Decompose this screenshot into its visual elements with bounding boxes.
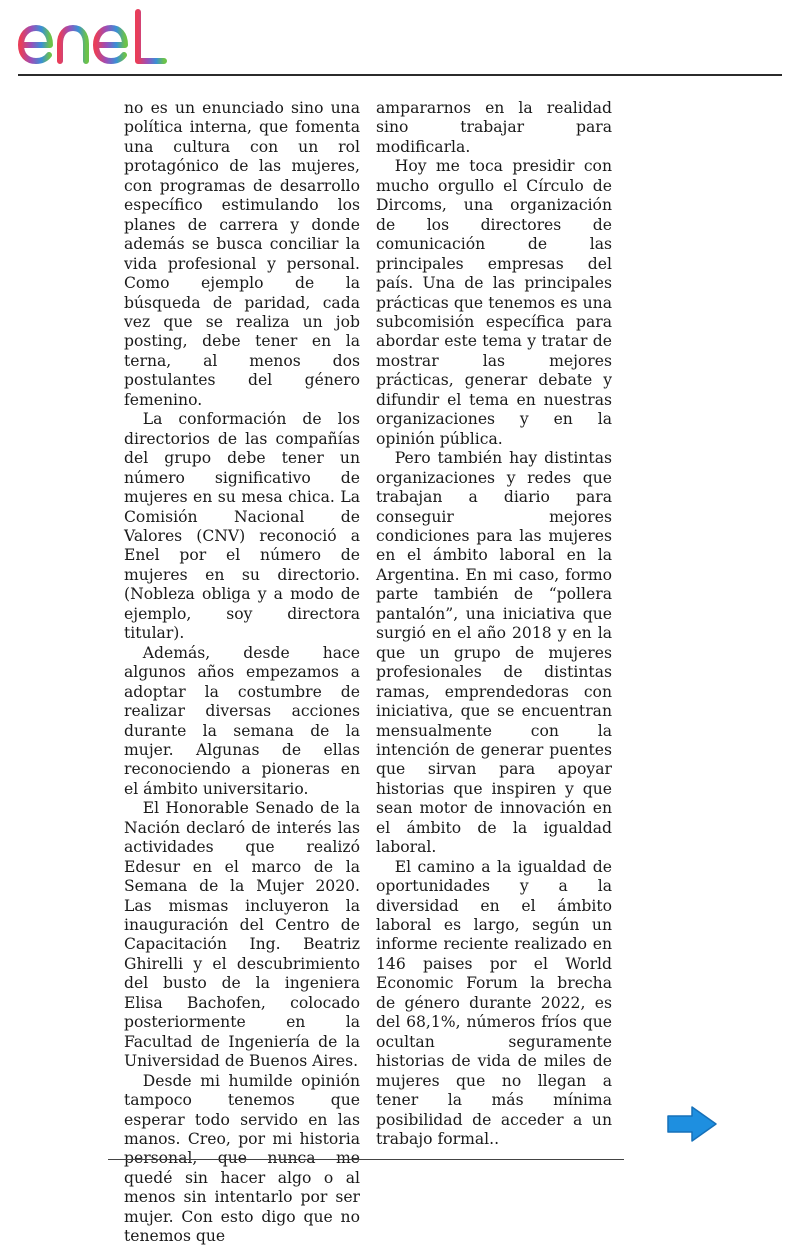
header-divider: [18, 74, 782, 76]
paragraph: La conformación de los directorios de las compañías del grupo debe tener un número significativo de mujeres en su mesa chica. La Comisión Nacional de Valores (CNV) reconoció a Enel por el número de mujeres en su directorio. (Nobleza obliga y a modo de ejemplo, soy directora titular).: [124, 410, 360, 643]
paragraph: El Honorable Senado de la Nación declaró de interés las actividades que realizó Edesur en el marco de la Semana de la Mujer 2020. Las mismas incluyeron la inauguración del Centro de Capacitación Ing. Beatriz Ghirelli y el descubrimiento del busto de la ingeniera Elisa Bachofen, colocado posteriormente en la Facultad de Ingeniería de la Universidad de Buenos Aires.: [124, 799, 360, 1071]
enel-logo: [14, 4, 174, 68]
paragraph: Además, desde hace algunos años empezamos a adoptar la costumbre de realizar diversas acciones durante la semana de la mujer. Algunas de ellas reconociendo a pioneras en el ámbito universitario.: [124, 643, 360, 798]
paragraph: no es un enunciado sino una política interna, que fomenta una cultura con un rol protagónico de las mujeres, con programas de desarrollo específico estimulando los planes de carrera y donde además se busca conciliar la vida profesional y personal. Como ejemplo de la búsqueda de paridad, cada vez que se realiza un job posting, debe tener en la terna, al menos dos postulantes del género femenino.: [124, 99, 360, 409]
paragraph: El camino a la igualdad de oportunidades y a la diversidad en el ámbito laboral es largo, según un informe reciente realizado en 146 paises por el World Economic Forum la brecha de género durante 2022, es del 68,1%, números fríos que ocultan seguramente historias de vida de miles de mujeres que no llegan a tener la más mínima posibilidad de acceder a un trabajo formal..: [376, 857, 612, 1149]
paragraph: ampararnos en la realidad sino trabajar para modificarla.: [376, 99, 612, 156]
paragraph: Pero también hay distintas organizaciones y redes que trabajan a diario para conseguir mejores condiciones para las mujeres en el ámbito laboral en la Argentina. En mi caso, formo parte también de “pollera pantalón”, una iniciativa que surgió en el año 2018 y en la que un grupo de mujeres profesionales de distintas ramas, emprendedoras con iniciativa, que se encuentran mensualmente con la intención de generar puentes que sirvan para apoyar historias que inspiren y que sean motor de innovación en el ámbito de la igualdad laboral.: [376, 449, 612, 857]
right-arrow-icon[interactable]: [664, 1104, 720, 1144]
article-column-left: [124, 99, 360, 1247]
paragraph: Hoy me toca presidir con mucho orgullo el Círculo de Dircoms, una organización de los directores de comunicación de las principales empresas del país. Una de las principales prácticas que tenemos es una subcomisión específica para abordar este tema y tratar de mostrar las mejores prácticas, generar debate y difundir el tema en nuestras organizaciones y en la opinión pública.: [376, 157, 612, 448]
article-column-right: [376, 99, 612, 1149]
footer-divider: [108, 1159, 624, 1160]
paragraph: Desde mi humilde opinión tampoco tenemos que esperar todo servido en las manos. Creo, por mi historia personal, que nunca me quedé sin hacer algo o al menos sin intentarlo por ser mujer. Con esto digo que no tenemos que: [124, 1071, 360, 1246]
